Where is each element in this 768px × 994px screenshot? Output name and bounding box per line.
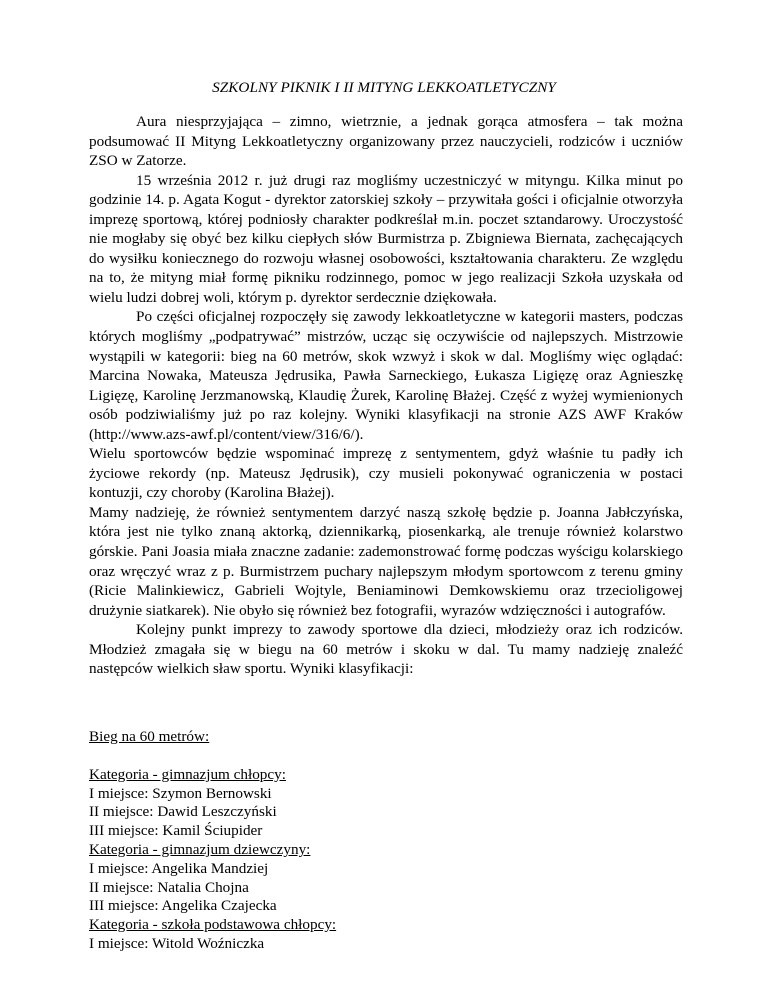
paragraph-intro: Aura niesprzyjająca – zimno, wietrznie, a jednak gorąca atmosfera – tak można podsumować II Mityng Lekkoatletyczny organizowany przez nauczycieli, rodziców i uczniów ZSO w Zatorze. [89,113,683,170]
results-heading: Bieg na 60 metrów: [89,728,210,745]
result-place: III miejsce: Angelika Czajecka [89,897,277,915]
paragraph-masters-competition: Po części oficjalnej rozpoczęły się zawody lekkoatletyczne w kategorii masters, podczas których mogliśmy „podpatrywać” mistrzów, ucząc się oczywiście od najlepszych. Mistrzowie wystąpili w kategorii: bieg na 60 metrów, skok wzwyż i skok w dal. Mogliśmy więc oglądać: Marcina Nowaka, Mateusza Jędrusika, Pawła Sarneckiego, Łukasza Ligięzę oraz Agnieszkę Ligięzę, Karolinę Jerzmanowską, Klaudię Żurek, Karolinę Błażej. Część z wyżej wymienionych osób podziwialiśmy już po raz kolejny. Wyniki klasyfikacji na stronie AZS AWF Kraków (http://www.azs-awf.pl/content/view/316/6/). [89,308,683,443]
result-place: II miejsce: Dawid Leszczyński [89,803,277,821]
article-body [89,112,683,679]
category-heading: Kategoria - szkoła podstawowa chłopcy: [89,916,337,934]
category-heading: Kategoria - gimnazjum chłopcy: [89,765,286,783]
result-place: I miejsce: Szymon Bernowski [89,784,272,802]
result-place: III miejsce: Kamil Ściupider [89,822,263,840]
result-place: I miejsce: Angelika Mandziej [89,859,269,877]
paragraph-opening-ceremony: 15 września 2012 r. już drugi raz mogliśmy uczestniczyć w mityngu. Kilka minut po godzinie 14. p. Agata Kogut - dyrektor zatorskiej szkoły – przywitała gości i oficjalnie otworzyła imprezę sportową, której podniosły charakter podkreślał m.in. poczet sztandarowy. Uroczystość nie mogłaby się obyć bez kilku ciepłych słów Burmistrza p. Zbigniewa Biernata, zachęcających do wysiłku koniecznego do rozwoju własnej osobowości, kształtowania charakteru. Ze względu na to, że mityng miał formę pikniku rodzinnego, pomoc w jego realizacji Szkoła uzyskała od wielu ludzi dobrej woli, którym p. dyrektor serdecznie dziękowała. [89,171,683,306]
paragraph-records: Wielu sportowców będzie wspominać imprezę z sentymentem, gdyż właśnie tu padły ich życiowe rekordy (np. Mateusz Jędrusik), czy musieli pokonywać ograniczenia w postaci kontuzji, czy choroby (Karolina Błażej). [89,445,683,502]
document-title: SZKOLNY PIKNIK I II MITYNG LEKKOATLETYCZNY [212,79,556,96]
paragraph-youth-competition: Kolejny punkt imprezy to zawody sportowe dla dzieci, młodzieży oraz ich rodziców. Młodzież zmagała się w biegu na 60 metrów i skoku w dal. Tu mamy nadzieję znaleźć następców wielkich sław sportu. Wyniki klasyfikacji: [89,621,683,678]
results-section [89,728,683,954]
paragraph-guest: Mamy nadzieję, że również sentymentem darzyć naszą szkołę będzie p. Joanna Jabłczyńska, która jest nie tylko znaną aktorką, dziennikarką, piosenkarką, ale trenuje również kolarstwo górskie. Pani Joasia miała znaczne zadanie: zademonstrować formę podczas wyścigu kolarskiego oraz wręczyć wraz z p. Burmistrzem puchary najlepszym młodym sportowcom z terenu gminy (Ricie Malinkiewicz, Gabrieli Wojtyle, Beniaminowi Demkowskiemu oraz trzecioligowej drużynie siatkarek). Nie obyło się również bez fotografii, wyrazów wdzięczności i autografów. [89,503,683,619]
spacer [89,747,683,766]
result-place: II miejsce: Natalia Chojna [89,878,249,896]
result-place: I miejsce: Witold Woźniczka [89,934,265,952]
category-heading: Kategoria - gimnazjum dziewczyny: [89,840,311,858]
